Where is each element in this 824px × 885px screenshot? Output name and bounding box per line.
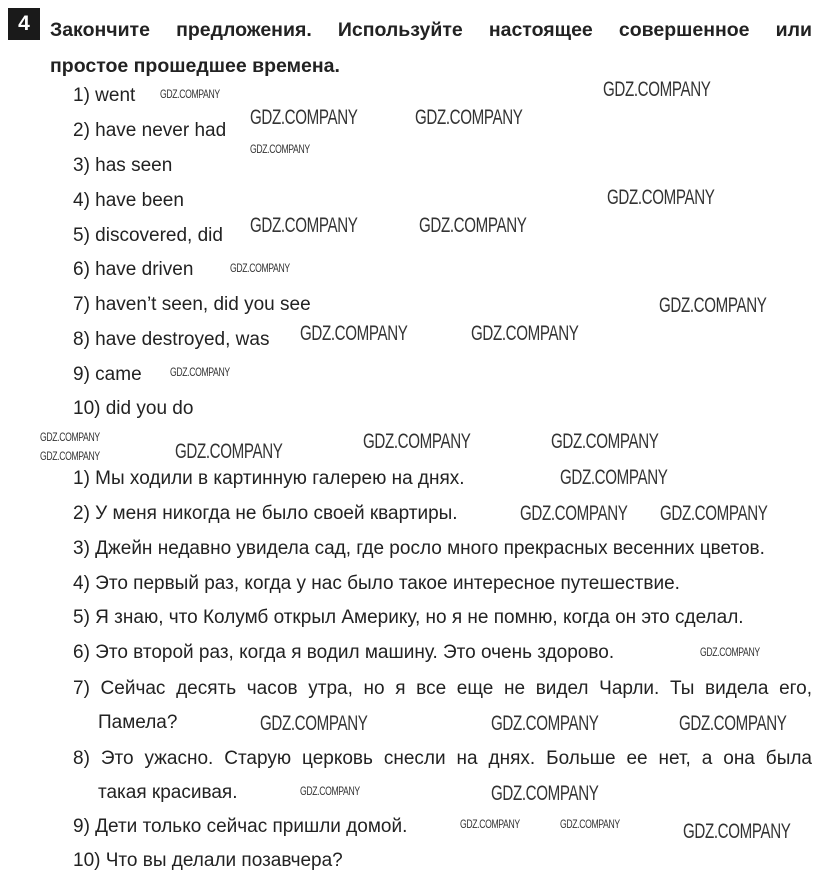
translation-line: 8) Это ужасно. Старую церковь снесли на днях. Больше ее нет, а она была xyxy=(73,748,812,769)
watermark: GDZ.COMPANY xyxy=(40,449,100,463)
watermark: GDZ.COMPANY xyxy=(250,214,358,237)
watermark: GDZ.COMPANY xyxy=(679,712,787,735)
watermark: GDZ.COMPANY xyxy=(471,322,579,345)
translation-item: 1) Мы ходили в картинную галерею на днях. xyxy=(73,468,465,489)
exercise-title xyxy=(50,12,812,84)
watermark: GDZ.COMPANY xyxy=(460,817,520,831)
title-line-2: простое прошедшее времена. xyxy=(50,55,340,77)
watermark: GDZ.COMPANY xyxy=(560,466,668,489)
watermark: GDZ.COMPANY xyxy=(660,502,768,525)
translation-item: 5) Я знаю, что Колумб открыл Америку, но я не помню, когда он это сделал. xyxy=(73,607,744,628)
watermark: GDZ.COMPANY xyxy=(363,430,471,453)
watermark: GDZ.COMPANY xyxy=(160,87,220,101)
answer-item: 10) did you do xyxy=(73,398,194,419)
answer-item: 4) have been xyxy=(73,190,184,211)
answer-item: 8) have destroyed, was xyxy=(73,329,270,350)
watermark: GDZ.COMPANY xyxy=(415,106,523,129)
answer-item: 1) went xyxy=(73,85,136,106)
watermark: GDZ.COMPANY xyxy=(491,782,599,805)
watermark: GDZ.COMPANY xyxy=(300,322,408,345)
watermark: GDZ.COMPANY xyxy=(170,365,230,379)
translation-item: 6) Это второй раз, когда я водил машину. Это очень здорово. xyxy=(73,642,615,663)
watermark: GDZ.COMPANY xyxy=(607,186,715,209)
watermark: GDZ.COMPANY xyxy=(551,430,659,453)
watermark: GDZ.COMPANY xyxy=(300,784,360,798)
watermark: GDZ.COMPANY xyxy=(659,294,767,317)
exercise-number: 4 xyxy=(8,8,40,40)
watermark: GDZ.COMPANY xyxy=(520,502,628,525)
answer-item: 7) haven’t seen, did you see xyxy=(73,294,311,315)
watermark: GDZ.COMPANY xyxy=(491,712,599,735)
watermark: GDZ.COMPANY xyxy=(683,820,791,843)
answer-item: 6) have driven xyxy=(73,259,194,280)
watermark: GDZ.COMPANY xyxy=(700,645,760,659)
watermark: GDZ.COMPANY xyxy=(419,214,527,237)
answer-item: 5) discovered, did xyxy=(73,225,223,246)
translation-item: 9) Дети только сейчас пришли домой. xyxy=(73,816,408,837)
answer-item: 2) have never had xyxy=(73,120,227,141)
watermark: GDZ.COMPANY xyxy=(603,78,711,101)
translation-line: такая красивая. xyxy=(98,782,238,803)
translation-item: 2) У меня никогда не было своей квартиры. xyxy=(73,503,458,524)
watermark: GDZ.COMPANY xyxy=(250,106,358,129)
watermark: GDZ.COMPANY xyxy=(560,817,620,831)
translation-item: 4) Это первый раз, когда у нас было такое интересное путешествие. xyxy=(73,573,680,594)
watermark: GDZ.COMPANY xyxy=(250,142,310,156)
watermark: GDZ.COMPANY xyxy=(175,440,283,463)
title-line-1: Закончите предложения. Используйте настоящее совершенное или xyxy=(50,19,812,41)
translation-item: 10) Что вы делали позавчера? xyxy=(73,850,343,871)
translation-line: Памела? xyxy=(98,712,178,733)
translation-line: 7) Сейчас десять часов утра, но я все еще не видел Чарли. Ты видела его, xyxy=(73,678,812,699)
answer-item: 3) has seen xyxy=(73,155,173,176)
watermark: GDZ.COMPANY xyxy=(40,430,100,444)
answer-item: 9) came xyxy=(73,364,142,385)
translation-item: 3) Джейн недавно увидела сад, где росло много прекрасных весенних цветов. xyxy=(73,538,765,559)
watermark: GDZ.COMPANY xyxy=(230,261,290,275)
watermark: GDZ.COMPANY xyxy=(260,712,368,735)
translation-item xyxy=(73,742,812,810)
